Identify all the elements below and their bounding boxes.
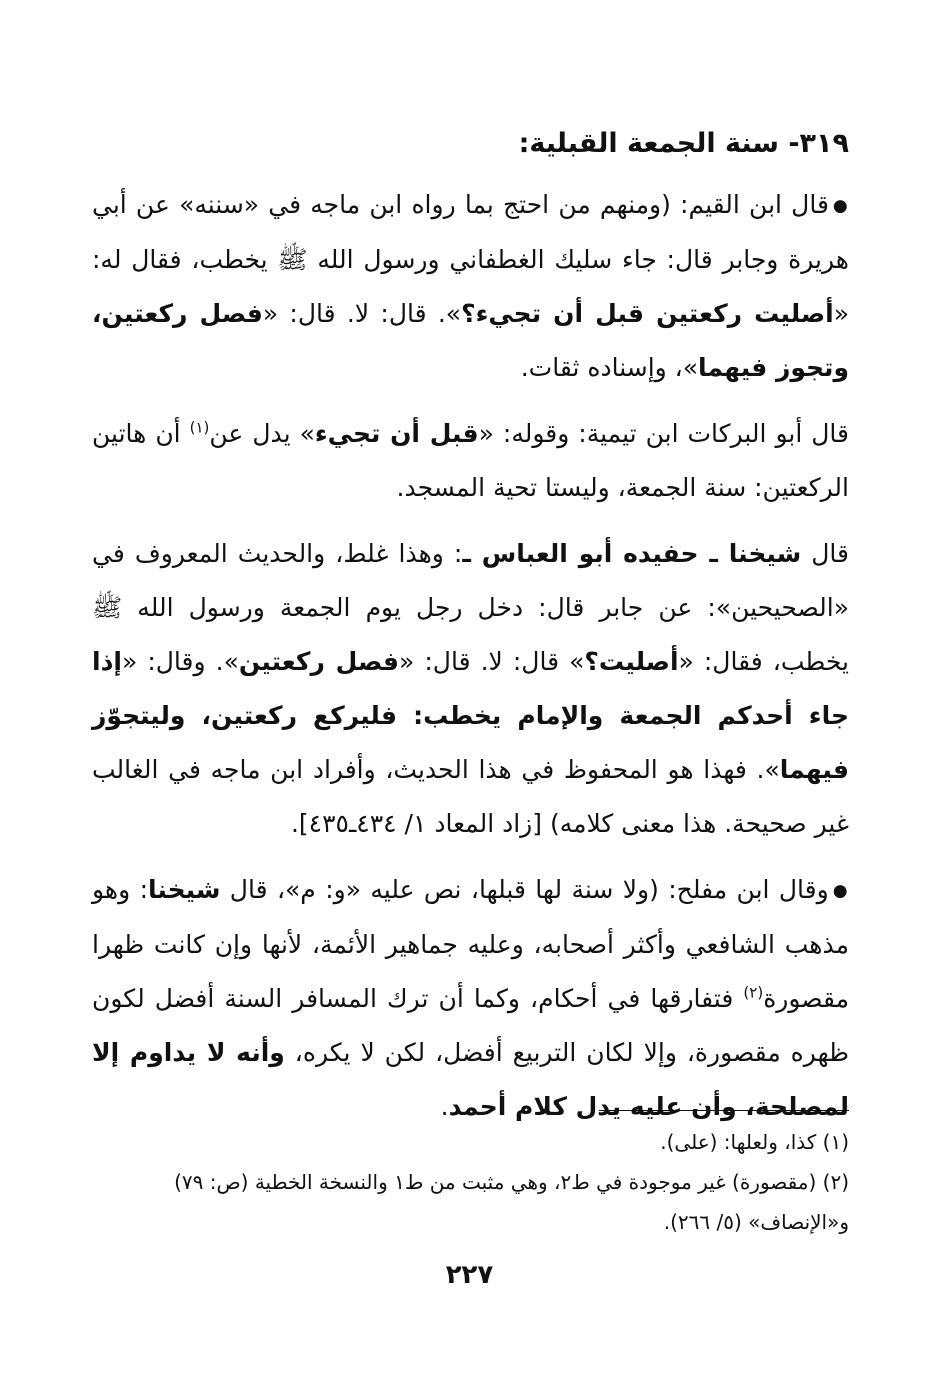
hadith-quote: فصل ركعتين، وتجوز فيهما <box>92 299 849 382</box>
hadith-quote: قبل أن تجيء <box>314 419 479 448</box>
hadith-quote: إذا جاء أحدكم الجمعة والإمام يخطب: فليركع ركعتين، وليتجوّز فيهما <box>92 647 849 784</box>
main-text <box>92 178 849 1146</box>
bold-name: شيخنا <box>148 875 221 904</box>
footnote-2: (٢) (مقصورة) غير موجودة في ط٢، وهي مثبت من ط١ والنسخة الخطية (ص: ٧٩) و«الإنصاف» (٥/ ٢٦٦). <box>174 1170 849 1234</box>
hadith-quote: فصل ركعتين <box>238 647 399 676</box>
section-heading: ٣١٩- سنة الجمعة القبلية: <box>518 128 849 159</box>
paragraph-ibn-alqayyim: ● قال ابن القيم: (ومنهم من احتج بما رواه ابن ماجه في «سننه» عن أبي هريرة وجابر قال: جاء سليك الغطفاني ورسول الله ﷺ يخطب، فقال له: «أصليت ركعتين قبل أن تجيء؟». قال: لا. قال: «فصل ركعتين، وتجوز فيهما»، وإسناده ثقات. <box>92 178 849 395</box>
footnote-1: (١) كذا، ولعلها: (على). <box>660 1130 849 1154</box>
hadith-quote: أصليت ركعتين قبل أن تجيء؟ <box>461 299 834 328</box>
paragraph-abu-albarakat: قال أبو البركات ابن تيمية: وقوله: «قبل أن تجيء» يدل عن$^{(١)}$ أن هاتين الركعتين: سنة الجمعة، وليستا تحية المسجد. <box>92 418 849 502</box>
paragraph-shaykhuna: قال شيخنا ـ حفيده أبو العباس ـ: وهذا غلط، والحديث المعروف في «الصحيحين»: عن جابر قال: دخل رجل يوم الجمعة ورسول الله ﷺ يخطب، فقال: «أصليت؟» قال: لا. قال: «فصل ركعتين». وقال: «إذا جاء أحدكم الجمعة والإمام يخطب: فليركع ركعتين، وليتجوّز فيهما». فهذا هو المحفوظ في هذا الحديث، وأفراد ابن ماجه في الغالب غير صحيحة. هذا معنى كلامه) [زاد المعاد ١/ ٤٣٤ـ٤٣٥]. <box>92 539 849 838</box>
footnote-ref-2[interactable]: (٢) <box>743 983 764 1002</box>
paragraph-ibn-muflih: ● وقال ابن مفلح: (ولا سنة لها قبلها، نص عليه «و: م»، قال شيخنا: وهو مذهب الشافعي وأكثر أصحابه، وعليه جماهير الأئمة، لأنها وإن كانت ظهرا مقصورة$^{(٢)}$ فتفارقها في أحكام، وكما أن ترك المسافر السنة أفضل لكون ظهره مقصورة، وإلا لكان التربيع أفضل، لكن لا يكره، وأنه لا يداوم إلا لمصلحة، وأن عليه يدل كلام أحمد. <box>92 863 849 1134</box>
footnote-ref-1[interactable]: (١) <box>189 418 210 437</box>
footnotes <box>100 1122 849 1242</box>
page-number: ٢٢٧ <box>445 1260 494 1290</box>
hadith-quote: أصليت؟ <box>584 647 679 676</box>
bold-name: شيخنا ـ حفيده أبو العباس ـ <box>462 539 802 568</box>
footnote-divider <box>599 1110 849 1111</box>
bold-statement: وأنه لا يداوم إلا لمصلحة، وأن عليه يدل كلام أحمد <box>92 1038 849 1121</box>
